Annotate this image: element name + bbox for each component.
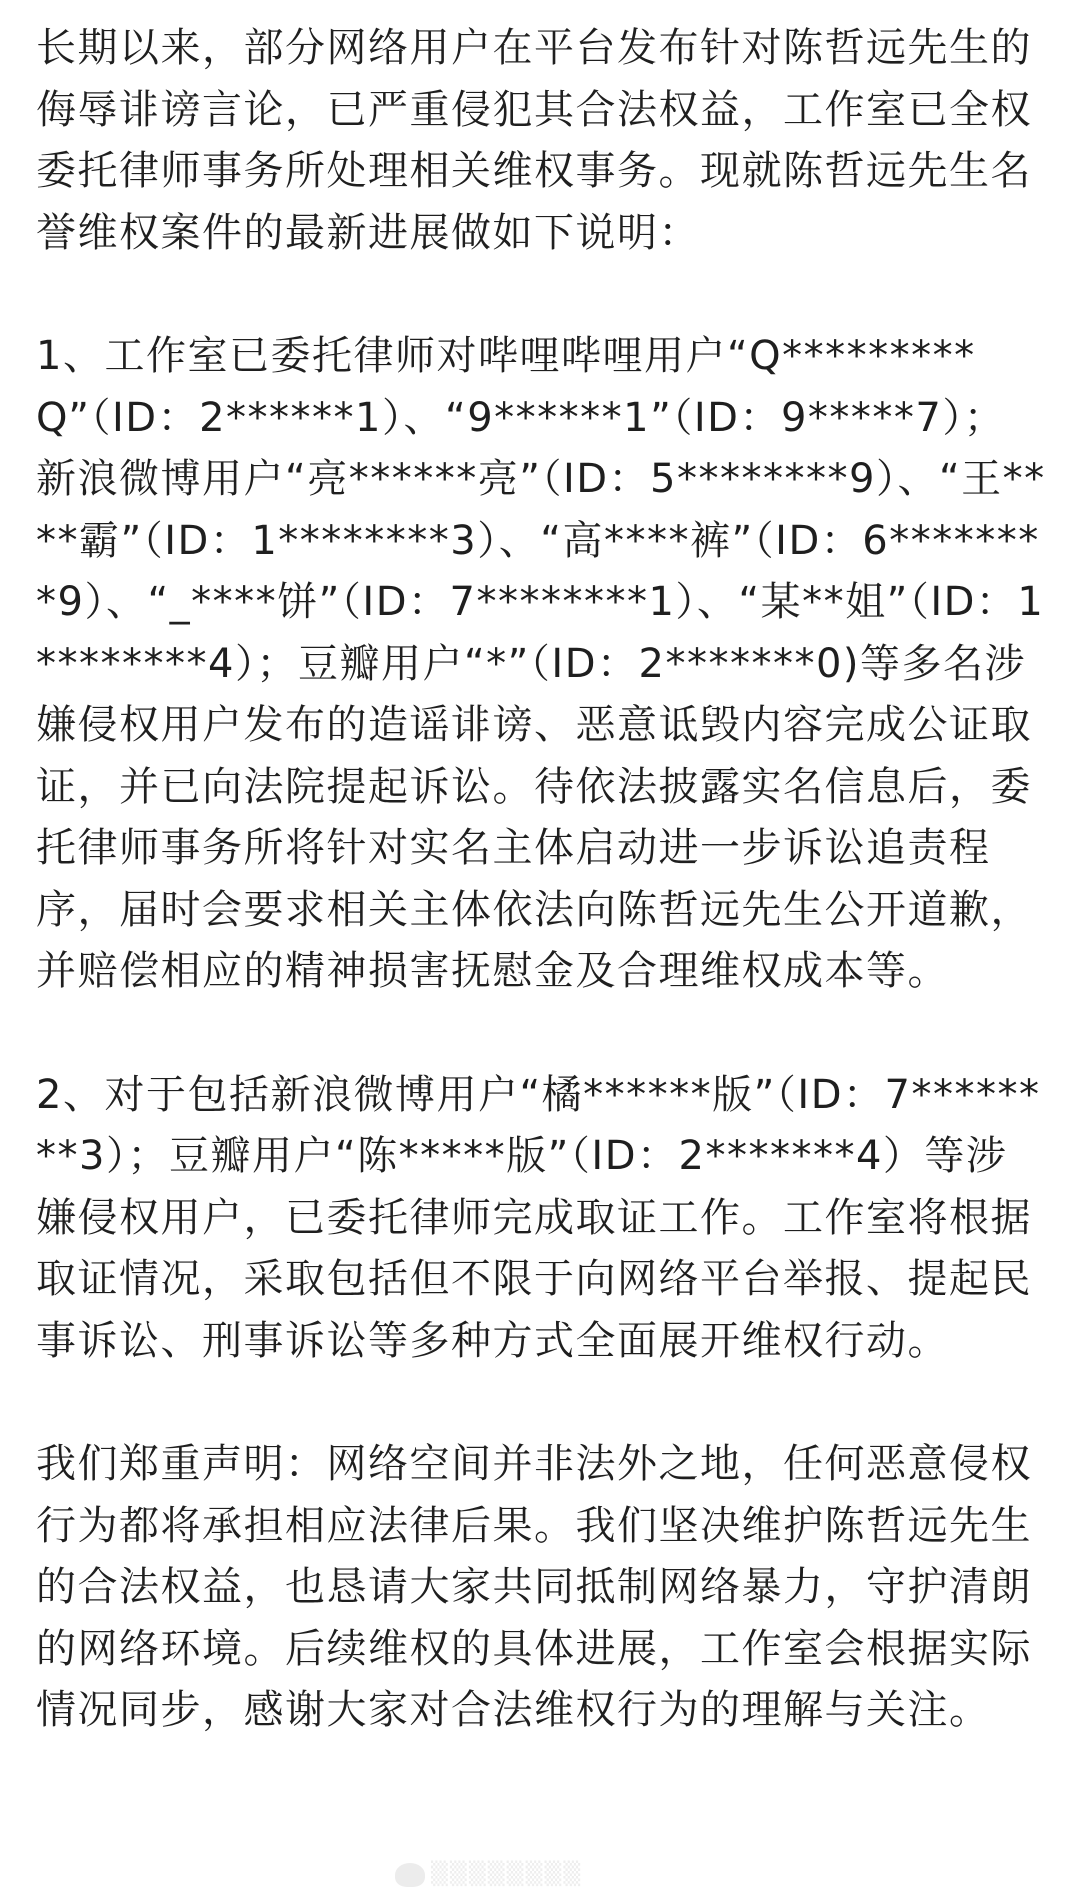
paragraph-gap [36, 1003, 1046, 1065]
watermark [395, 1858, 695, 1892]
watermark-blur: ▒▒▒▒▒▒▒▒ [431, 1862, 583, 1887]
point-one-paragraph: 1、工作室已委托律师对哔哩哔哩用户“Q*********Q”（ID：2******1）、“9******1”（ID：9*****7）；新浪微博用户“亮******亮”（ID：5********9）、“王****霸”（ID：1********3）、“高****裤”（ID：6********9）、“_****饼”（ID：7********1）、“某**姐”（ID：1********4）；豆瓣用户“*”（ID：2*******0)等多名涉嫌侵权用户发布的造谣诽谤、恶意诋毁内容完成公证取证，并已向法院提起诉讼。待依法披露实名信息后，委托律师事务所将针对实名主体启动进一步诉讼追责程序，届时会要求相关主体依法向陈哲远先生公开道歉，并赔偿相应的精神损害抚慰金及合理维权成本等。 [36, 333, 1046, 994]
point-two-paragraph: 2、对于包括新浪微博用户“橘******版”（ID：7********3）；豆瓣用户“陈*****版”（ID：2*******4）等涉嫌侵权用户，已委托律师完成取证工作。工作室将根据取证情况，采取包括但不限于向网络平台举报、提起民事诉讼、刑事诉讼等多种方式全面展开维权行动。 [36, 1071, 1041, 1364]
declaration-paragraph: 我们郑重声明：网络空间并非法外之地，任何恶意侵权行为都将承担相应法律后果。我们坚决维护陈哲远先生的合法权益，也恳请大家共同抵制网络暴力，守护清朗的网络环境。后续维权的具体进展，工作室会根据实际情况同步，感谢大家对合法维权行为的理解与关注。 [36, 1441, 1032, 1733]
paragraph-gap [36, 264, 1046, 326]
intro-paragraph: 长期以来，部分网络用户在平台发布针对陈哲远先生的侮辱诽谤言论，已严重侵犯其合法权益，工作室已全权委托律师事务所处理相关维权事务。现就陈哲远先生名誉维权案件的最新进展做如下说明： [36, 25, 1032, 256]
paragraph-gap [36, 1372, 1046, 1434]
weibo-logo-icon [395, 1863, 425, 1887]
statement-document [36, 18, 1046, 1742]
